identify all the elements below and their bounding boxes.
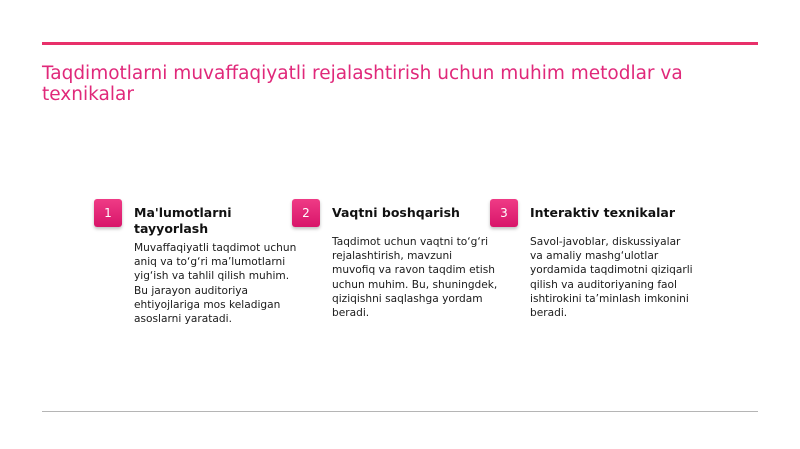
- card-title: Ma'lumotlarni tayyorlash: [134, 205, 232, 236]
- card-description: Muvaffaqiyatli taqdimot uchun aniq va to‘g‘ri ma’lumotlarni yig‘ish va tahlil qilish muhim. Bu jarayon auditoriya ehtiyojlariga mos keladigan asoslarni yaratadi.: [134, 242, 297, 326]
- card-title: Vaqtni boshqarish: [332, 205, 460, 220]
- card-title: Interaktiv texnikalar: [530, 205, 676, 220]
- slide-title: Taqdimotlarni muvaffaqiyatli rejalashtirish uchun muhim metodlar va texnikalar: [42, 63, 683, 105]
- step-badge: 3: [490, 199, 518, 227]
- card-description: Savol-javoblar, diskussiyalar va amaliy mashg‘ulotlar yordamida taqdimotni qiziqarli qilish va auditoriyaning faol ishtirokini ta’minlash imkonini beradi.: [530, 236, 693, 320]
- top-accent-rule: [42, 42, 758, 45]
- card-description: Taqdimot uchun vaqtni to‘g‘ri rejalashtirish, mavzuni muvofiq va ravon taqdim etish uchun muhim. Bu, shuningdek, qiziqishni saqlashga yordam beradi.: [332, 236, 498, 320]
- step-badge: 1: [94, 199, 122, 227]
- step-badge: 2: [292, 199, 320, 227]
- bottom-divider: [42, 411, 758, 412]
